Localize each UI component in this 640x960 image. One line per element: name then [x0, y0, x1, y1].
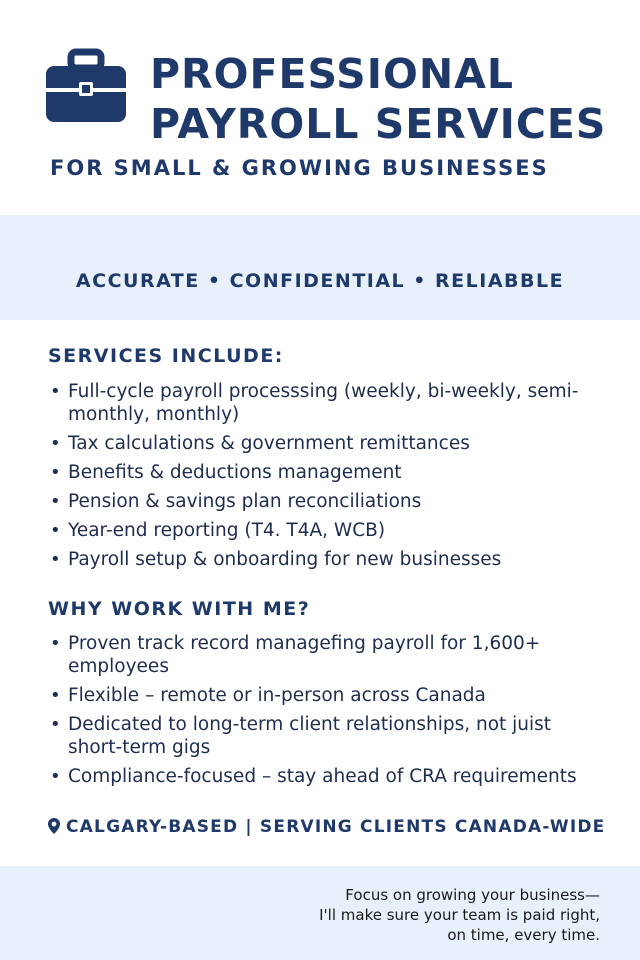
services-list	[48, 380, 608, 577]
service-item-text: Pension & savings plan reconciliations	[68, 491, 422, 512]
footer-message	[319, 885, 600, 945]
bullet-icon: •	[50, 462, 61, 483]
footer-line-1: Focus on growing your business—	[345, 886, 600, 904]
bullet-icon: •	[50, 685, 61, 706]
bullet-icon: •	[50, 766, 61, 787]
bullet-icon: •	[50, 491, 61, 512]
location-line	[48, 817, 605, 837]
list-item	[48, 765, 608, 788]
service-item-text: Benefits & deductions management	[68, 462, 402, 483]
list-item	[48, 548, 608, 571]
why-item-text: Compliance-focused – stay ahead of CRA requirements	[68, 766, 577, 787]
why-list	[48, 632, 608, 794]
list-item	[48, 632, 608, 678]
bullet-icon: •	[50, 433, 61, 454]
services-heading: SERVICES INCLUDE:	[48, 345, 284, 367]
bullet-icon: •	[50, 381, 61, 402]
list-item	[48, 490, 608, 513]
bullet-icon: •	[50, 714, 61, 735]
tagline-band	[0, 215, 640, 320]
location-pin-icon	[48, 818, 60, 834]
service-item-text: Tax calculations & government remittances	[68, 433, 470, 454]
briefcase-icon	[44, 48, 128, 124]
list-item	[48, 713, 608, 759]
list-item	[48, 684, 608, 707]
service-item-text: Full-cycle payroll processsing (weekly, bi-weekly, semi-monthly, monthly)	[68, 381, 579, 425]
service-item-text: Year-end reporting (T4. T4A, WCB)	[68, 520, 386, 541]
list-item	[48, 461, 608, 484]
why-heading: WHY WORK WITH ME?	[48, 598, 311, 620]
bullet-icon: •	[50, 520, 61, 541]
title-line-2: PAYROLL SERVICES	[150, 100, 607, 148]
list-item	[48, 432, 608, 455]
why-item-text: Dedicated to long-term client relationships, not juist short-term gigs	[68, 714, 552, 758]
title-line-1: PROFESSIONAL	[150, 50, 514, 98]
list-item	[48, 380, 608, 426]
why-item-text: Flexible – remote or in-person across Canada	[68, 685, 486, 706]
subtitle: FOR SMALL & GROWING BUSINESSES	[50, 156, 549, 180]
footer-line-3: on time, every time.	[447, 926, 600, 944]
footer-line-2: I'll make sure your team is paid right,	[319, 906, 600, 924]
why-item-text: Proven track record managefing payroll for 1,600+ employees	[68, 633, 541, 677]
bullet-icon: •	[50, 633, 61, 654]
location-text: CALGARY-BASED | SERVING CLIENTS CANADA-WIDE	[66, 817, 606, 837]
tagline: ACCURATE • CONFIDENTIAL • RELIABBLE	[75, 270, 565, 292]
service-item-text: Payroll setup & onboarding for new businesses	[68, 549, 502, 570]
list-item	[48, 519, 608, 542]
bullet-icon: •	[50, 549, 61, 570]
